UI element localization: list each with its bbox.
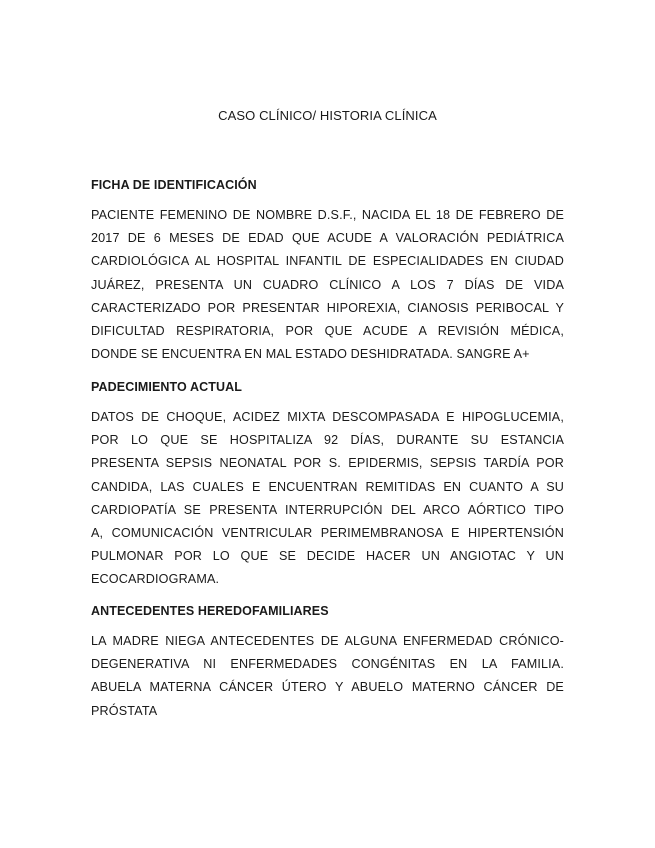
document-title: CASO CLÍNICO/ HISTORIA CLÍNICA <box>218 108 437 123</box>
text-line: ABUELA MATERNA CÁNCER ÚTERO Y ABUELO MATERNO CÁNCER DE <box>91 680 564 695</box>
text-line: CARDIOPATÍA SE PRESENTA INTERRUPCIÓN DEL ARCO AÓRTICO TIPO <box>91 502 564 517</box>
section-body-padecimiento <box>91 406 564 592</box>
section-heading-padecimiento: PADECIMIENTO ACTUAL <box>91 380 242 394</box>
section-body-antecedentes <box>91 630 564 723</box>
text-line: CANDIDA, LAS CUALES E ENCUENTRAN REMITIDAS EN CUANTO A SU <box>91 479 564 494</box>
text-line: JUÁREZ, PRESENTA UN CUADRO CLÍNICO A LOS 7 DÍAS DE VIDA <box>91 277 564 292</box>
text-line: PACIENTE FEMENINO DE NOMBRE D.S.F., NACIDA EL 18 DE FEBRERO DE <box>91 208 564 222</box>
text-line: CARACTERIZADO POR PRESENTAR HIPOREXIA, CIANOSIS PERIBOCAL Y <box>91 300 564 315</box>
text-line: DONDE SE ENCUENTRA EN MAL ESTADO DESHIDRATADA. SANGRE A+ <box>91 347 530 362</box>
text-line: ECOCARDIOGRAMA. <box>91 572 220 587</box>
section-heading-identificacion: FICHA DE IDENTIFICACIÓN <box>91 178 257 192</box>
section-heading-antecedentes: ANTECEDENTES HEREDOFAMILIARES <box>91 604 329 618</box>
text-line: DATOS DE CHOQUE, ACIDEZ MIXTA DESCOMPASADA E HIPOGLUCEMIA, <box>91 410 564 424</box>
text-line: DIFICULTAD RESPIRATORIA, POR QUE ACUDE A REVISIÓN MÉDICA, <box>91 324 564 339</box>
text-line: LA MADRE NIEGA ANTECEDENTES DE ALGUNA ENFERMEDAD CRÓNICO- <box>91 634 564 648</box>
section-body-identificacion <box>91 204 564 366</box>
text-line: CARDIOLÓGICA AL HOSPITAL INFANTIL DE ESPECIALIDADES EN CIUDAD <box>91 254 564 269</box>
text-line: DEGENERATIVA NI ENFERMEDADES CONGÉNITAS EN LA FAMILIA. <box>91 657 564 672</box>
text-line: A, COMUNICACIÓN VENTRICULAR PERIMEMBRANOSA E HIPERTENSIÓN <box>91 526 564 541</box>
text-line: PRÓSTATA <box>91 703 158 718</box>
text-line: 2017 DE 6 MESES DE EDAD QUE ACUDE A VALORACIÓN PEDIÁTRICA <box>91 231 564 246</box>
text-line: PRESENTA SEPSIS NEONATAL POR S. EPIDERMIS, SEPSIS TARDÍA POR <box>91 456 564 471</box>
text-line: PULMONAR POR LO QUE SE DECIDE HACER UN ANGIOTAC Y UN <box>91 549 564 564</box>
text-line: POR LO QUE SE HOSPITALIZA 92 DÍAS, DURANTE SU ESTANCIA <box>91 433 564 448</box>
